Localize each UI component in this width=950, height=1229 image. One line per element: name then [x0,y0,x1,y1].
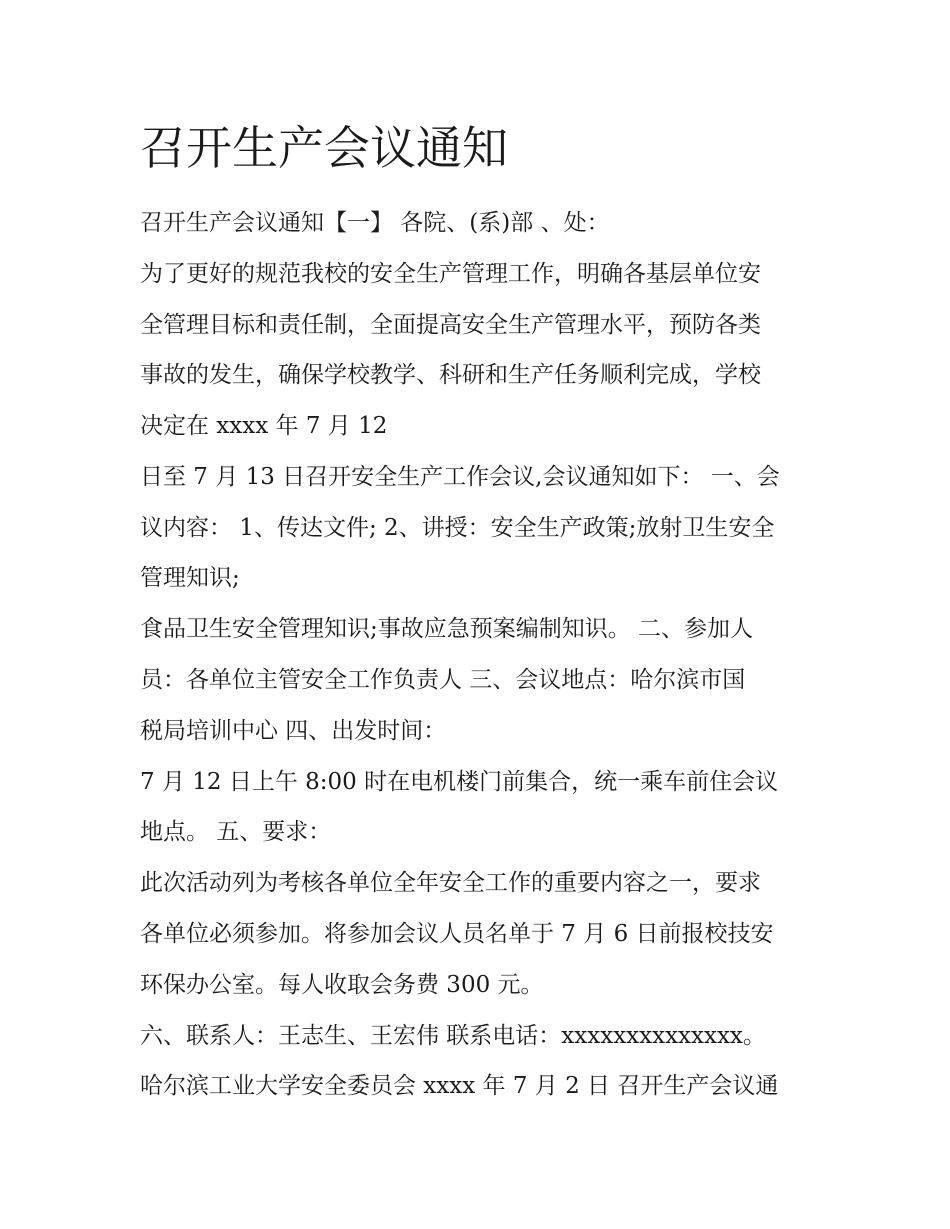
body-line-3: 全管理目标和责任制，全面提高安全生产管理水平，预防各类 [140,312,761,338]
body-line-18: 哈尔滨工业大学安全委员会 xxxx 年 7 月 2 日 召开生产会议通 [140,1073,779,1099]
body-line-9: 食品卫生安全管理知识;事故应急预案编制知识。 二、参加人 [140,616,754,642]
body-line-4: 事故的发生，确保学校教学、科研和生产任务顺利完成，学校 [140,362,761,388]
body-line-17: 六、联系人：王志生、王宏伟 联系电话：xxxxxxxxxxxxxx。 [140,1023,766,1049]
document-title: 召开生产会议通知 [140,121,508,175]
body-line-7: 议内容： 1、传达文件; 2、讲授：安全生产政策;放射卫生安全 [140,515,775,541]
body-line-10: 员：各单位主管安全工作负责人 三、会议地点：哈尔滨市国 [140,667,746,693]
body-line-2: 为了更好的规范我校的安全生产管理工作，明确各基层单位安 [140,261,761,287]
body-line-15: 各单位必须参加。将参加会议人员名单于 7 月 6 日前报校技安 [140,921,774,947]
body-line-12: 7 月 12 日上午 8:00 时在电机楼门前集合，统一乘车前住会议 [140,769,779,795]
body-line-6: 日至 7 月 13 日召开安全生产工作会议,会议通知如下： 一、会 [140,464,780,490]
body-line-16: 环保办公室。每人收取会务费 300 元。 [140,972,544,998]
body-line-13: 地点。 五、要求： [140,819,332,845]
body-line-8: 管理知识; [140,565,240,591]
body-line-1: 召开生产会议通知【一】 各院、(系)部 、处： [140,210,610,236]
body-line-11: 税局培训中心 四、出发时间： [140,718,447,744]
body-line-5: 决定在 xxxx 年 7 月 12 [140,413,388,439]
body-line-14: 此次活动列为考核各单位全年安全工作的重要内容之一，要求 [140,870,761,896]
